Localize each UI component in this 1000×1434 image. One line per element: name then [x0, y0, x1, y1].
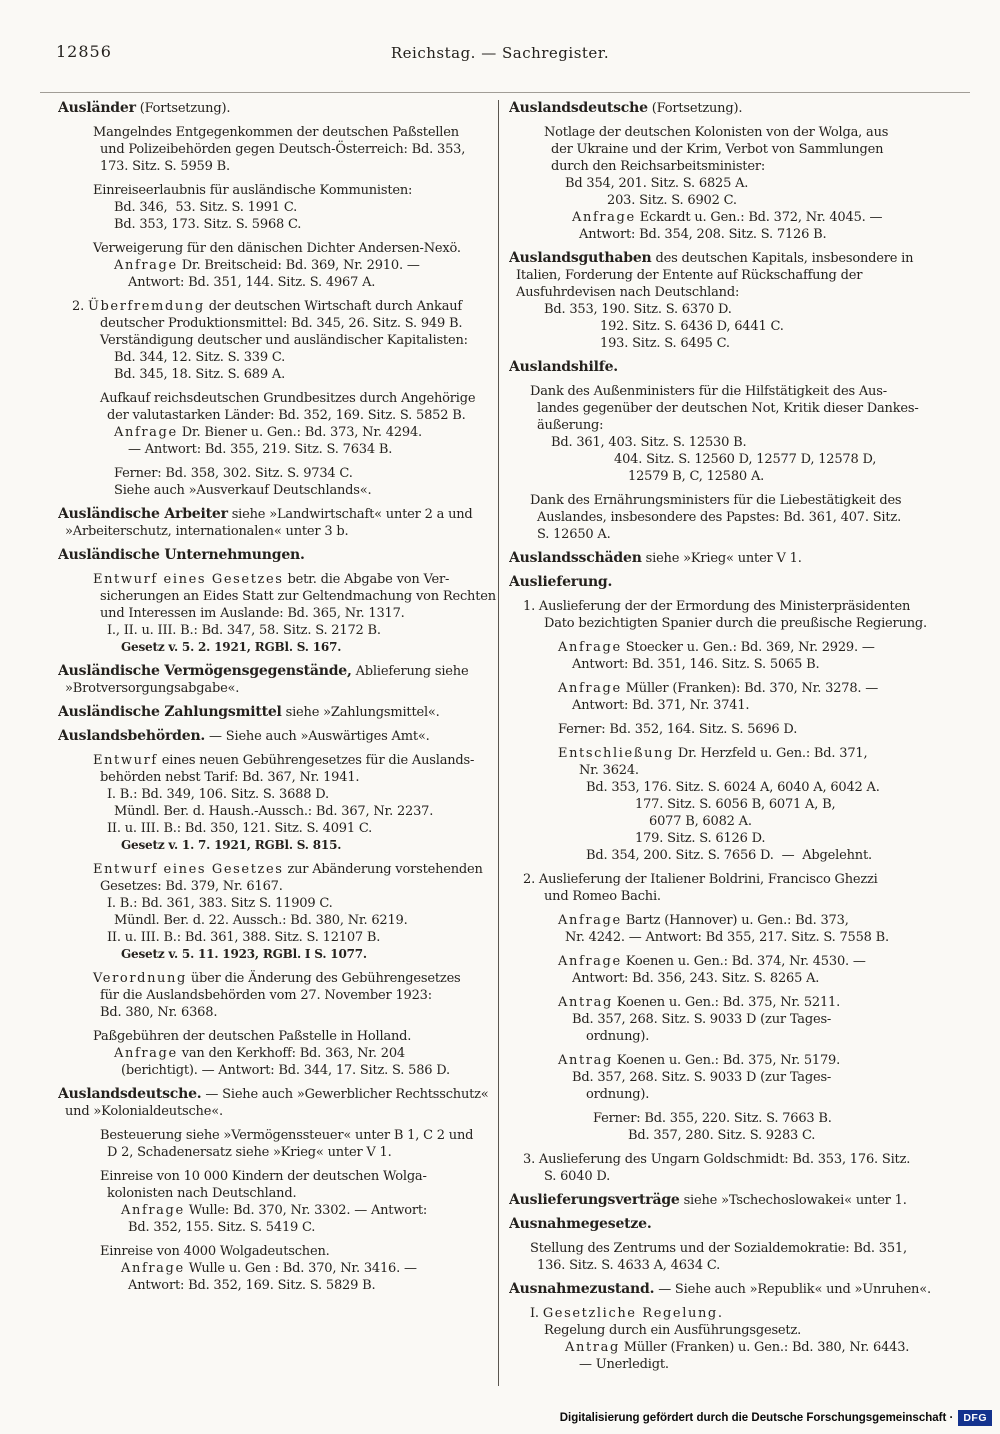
page-header [0, 0, 1000, 90]
header-rule [40, 92, 970, 93]
index-line: und »Kolonialdeutsche«. [65, 1104, 223, 1119]
index-line: Auslandsschäden siehe »Krieg« unter V 1. [509, 550, 802, 566]
index-line: Auslandsdeutsche. — Siehe auch »Gewerblicher Rechtsschutz« [58, 1086, 489, 1102]
index-line: Einreise von 4000 Wolgadeutschen. [100, 1244, 330, 1259]
index-line: I., II. u. III. B.: Bd. 347, 58. Sitz. S. 2172 B. [107, 623, 381, 638]
index-line: Bd. 357, 280. Sitz. S. 9283 C. [628, 1128, 816, 1143]
index-line: Bd. 357, 268. Sitz. S. 9033 D (zur Tages- [572, 1012, 832, 1027]
index-entry [509, 250, 967, 352]
index-line: Verständigung deutscher und ausländischer Kapitalisten: [100, 333, 468, 348]
index-line [58, 547, 496, 564]
spaced-word: Anfrage [558, 681, 622, 696]
index-line: Auslandsdeutsche (Fortsetzung). [509, 100, 743, 116]
index-line: 2. Überfremdung der deutschen Wirtschaft durch Ankauf [72, 299, 463, 314]
index-entry [509, 953, 967, 987]
index-entry [509, 550, 967, 567]
index-entry [509, 1305, 967, 1373]
index-line: durch den Reichsarbeitsminister: [551, 159, 766, 174]
index-entry [509, 359, 967, 376]
index-line: 192. Sitz. S. 6436 D, 6441 C. [600, 319, 784, 334]
spaced-word: Anfrage [558, 913, 622, 928]
index-line: Gesetz v. 5. 2. 1921, RGBl. S. 167. [121, 640, 342, 654]
index-line: Bd. 344, 12. Sitz. S. 339 C. [114, 350, 286, 365]
spaced-word: Entschließung [558, 746, 674, 761]
index-line: 179. Sitz. S. 6126 D. [635, 831, 766, 846]
index-line: 2. Auslieferung der Italiener Boldrini, Francisco Ghezzi [523, 872, 878, 887]
index-line: 404. Sitz. S. 12560 D, 12577 D, 12578 D, [614, 452, 877, 467]
index-line: Bd. 357, 268. Sitz. S. 9033 D (zur Tages- [572, 1070, 832, 1085]
footer-text: Digitalisierung gefördert durch die Deutsche Forschungsgemeinschaft · [559, 1412, 954, 1424]
index-line: Stellung des Zentrums und der Sozialdemokratie: Bd. 351, [530, 1241, 907, 1256]
index-line: und Romeo Bachi. [544, 889, 661, 904]
footer [560, 1410, 992, 1426]
index-line: Anfrage Dr. Biener u. Gen.: Bd. 373, Nr. 4294. [114, 425, 422, 440]
index-term: Ausländische Arbeiter [58, 506, 228, 522]
index-line: Entschließung Dr. Herzfeld u. Gen.: Bd. 371, [558, 746, 868, 761]
index-line: Entwurf eines neuen Gebührengesetzes für die Auslands- [93, 753, 475, 768]
index-line: Anfrage van den Kerkhoff: Bd. 363, Nr. 204 [114, 1046, 405, 1061]
index-term: Auslandshilfe. [509, 359, 618, 375]
index-line: für die Auslandsbehörden vom 27. November 1923: [100, 988, 432, 1003]
index-term: Auslandsbehörden. [58, 728, 206, 744]
index-line: Anfrage Koenen u. Gen.: Bd. 374, Nr. 4530. — [558, 954, 866, 969]
index-line: Mangelndes Entgegenkommen der deutschen Paßstellen [93, 125, 459, 140]
index-line: Gesetz v. 1. 7. 1921, RGBl. S. 815. [121, 838, 342, 852]
index-line: Entwurf eines Gesetzes zur Abänderung vorstehenden [93, 862, 483, 877]
index-line: Antrag Koenen u. Gen.: Bd. 375, Nr. 5211. [558, 995, 841, 1010]
index-line: ordnung). [586, 1029, 650, 1044]
index-term: Ausländische Zahlungsmittel [58, 704, 282, 720]
index-line: Notlage der deutschen Kolonisten von der Wolga, aus [544, 125, 889, 140]
spaced-word: Anfrage [121, 1203, 185, 1218]
index-entry [58, 704, 496, 721]
index-line: Mündl. Ber. d. Haush.-Aussch.: Bd. 367, Nr. 2237. [114, 804, 434, 819]
index-line: II. u. III. B.: Bd. 350, 121. Sitz. S. 4091 C. [107, 821, 373, 836]
index-line: Regelung durch ein Ausführungsgesetz. [544, 1323, 802, 1338]
index-line: Antrag Müller (Franken) u. Gen.: Bd. 380, Nr. 6443. [565, 1340, 910, 1355]
index-line: Ausfuhrdevisen nach Deutschland: [516, 285, 740, 300]
index-line: Entwurf eines Gesetzes betr. die Abgabe von Ver- [93, 572, 450, 587]
index-line: Antwort: Bd. 351, 146. Sitz. S. 5065 B. [572, 657, 820, 672]
index-line: Verweigerung für den dänischen Dichter Andersen-Nexö. [93, 241, 461, 256]
index-entry [509, 871, 967, 905]
index-line: Bd. 353, 173. Sitz. S. 5968 C. [114, 217, 302, 232]
index-entry [509, 680, 967, 714]
index-line: 203. Sitz. S. 6902 C. [607, 193, 737, 208]
index-line: S. 6040 D. [544, 1169, 611, 1184]
index-term: Ausländische Unternehmungen. [58, 547, 305, 563]
index-entry [509, 598, 967, 632]
index-line: Antwort: Bd. 352, 169. Sitz. S. 5829 B. [128, 1278, 376, 1293]
index-line: 173. Sitz. S. 5959 B. [100, 159, 230, 174]
index-entry [58, 571, 496, 656]
index-line: Paßgebühren der deutschen Paßstelle in Holland. [93, 1029, 412, 1044]
index-line: Ausländische Vermögensgegenstände, Ablieferung siehe [58, 663, 469, 679]
index-term: Auslieferung. [509, 574, 613, 590]
column-left [58, 100, 496, 1386]
index-line: — Unerledigt. [579, 1357, 669, 1372]
index-entry [58, 465, 496, 499]
index-line: S. 12650 A. [537, 527, 611, 542]
index-entry [509, 124, 967, 243]
index-entry [58, 1127, 496, 1161]
index-line: Ferner: Bd. 358, 302. Sitz. S. 9734 C. [114, 466, 353, 481]
index-line: Anfrage Wulle: Bd. 370, Nr. 3302. — Antwort: [121, 1203, 428, 1218]
index-line: Bd. 352, 155. Sitz. S. 5419 C. [128, 1220, 316, 1235]
index-entry [58, 861, 496, 963]
index-line: 193. Sitz. S. 6495 C. [600, 336, 730, 351]
index-entry [58, 728, 496, 745]
index-term: Ausnahmegesetze. [509, 1216, 652, 1232]
index-line: I. B.: Bd. 361, 383. Sitz S. 11909 C. [107, 896, 333, 911]
spaced-word: Anfrage [114, 425, 178, 440]
index-line [509, 1216, 967, 1233]
index-entry [58, 970, 496, 1021]
index-line: »Brotversorgungsabgabe«. [65, 681, 240, 696]
index-line: Nr. 4242. — Antwort: Bd 355, 217. Sitz. S. 7558 B. [565, 930, 889, 945]
index-line [509, 574, 967, 591]
index-entry [509, 912, 967, 946]
spaced-word: Entwurf [93, 753, 158, 768]
index-line: Mündl. Ber. d. 22. Aussch.: Bd. 380, Nr. 6219. [114, 913, 408, 928]
index-line: »Arbeiterschutz, internationalen« unter 3 b. [65, 524, 349, 539]
index-line: Einreise von 10 000 Kindern der deutschen Wolga- [100, 1169, 427, 1184]
index-line: Ausländische Zahlungsmittel siehe »Zahlungsmittel«. [58, 704, 440, 720]
index-entry [58, 1243, 496, 1294]
index-line: behörden nebst Tarif: Bd. 367, Nr. 1941. [100, 770, 360, 785]
index-line: D 2, Schadenersatz siehe »Krieg« unter V 1. [107, 1145, 392, 1160]
index-line: 1. Auslieferung der der Ermordung des Ministerpräsidenten [523, 599, 911, 614]
index-line: Auslandsbehörden. — Siehe auch »Auswärtiges Amt«. [58, 728, 430, 744]
index-term: Auslandsdeutsche. [58, 1086, 202, 1102]
index-line: Ausländer (Fortsetzung). [58, 100, 231, 116]
index-line: Verordnung über die Änderung des Gebührengesetzes [93, 971, 461, 986]
index-line: Anfrage Müller (Franken): Bd. 370, Nr. 3278. — [558, 681, 879, 696]
spaced-word: Anfrage [121, 1261, 185, 1276]
index-line: II. u. III. B.: Bd. 361, 388. Sitz. S. 12107 B. [107, 930, 381, 945]
index-entry [509, 639, 967, 673]
index-line: Einreiseerlaubnis für ausländische Kommunisten: [93, 183, 413, 198]
index-entry [509, 574, 967, 591]
index-line: Bd. 380, Nr. 6368. [100, 1005, 218, 1020]
index-line: Antwort: Bd. 351, 144. Sitz. S. 4967 A. [128, 275, 376, 290]
spaced-word: Entwurf eines Gesetzes [93, 572, 284, 587]
page-number: 12856 [56, 42, 112, 61]
index-entry [58, 1168, 496, 1236]
index-entry [58, 240, 496, 291]
index-line: Bd 354, 201. Sitz. S. 6825 A. [565, 176, 749, 191]
index-line: Italien, Forderung der Entente auf Rückschaffung der [516, 268, 863, 283]
dfg-logo: DFG [958, 1410, 992, 1426]
index-line: 136. Sitz. S. 4633 A, 4634 C. [537, 1258, 721, 1273]
index-line: 6077 B, 6082 A. [649, 814, 752, 829]
index-entry [509, 100, 967, 117]
spaced-word: Entwurf eines Gesetzes [93, 862, 284, 877]
index-line: und Polizeibehörden gegen Deutsch-Österreich: Bd. 353, [100, 142, 466, 157]
spaced-word: Antrag [558, 1053, 613, 1068]
spaced-word: Anfrage [114, 258, 178, 273]
index-term: Ausnahmezustand. [509, 1281, 655, 1297]
index-entry [509, 1110, 967, 1144]
index-line: Anfrage Eckardt u. Gen.: Bd. 372, Nr. 4045. — [572, 210, 883, 225]
index-entry [58, 663, 496, 697]
index-line: Anfrage Wulle u. Gen : Bd. 370, Nr. 3416. — [121, 1261, 417, 1276]
index-term: Auslandsguthaben [509, 250, 652, 266]
index-line: Antwort: Bd. 354, 208. Sitz. S. 7126 B. [579, 227, 827, 242]
index-line: Gesetz v. 5. 11. 1923, RGBl. I S. 1077. [121, 947, 367, 961]
index-line: Antrag Koenen u. Gen.: Bd. 375, Nr. 5179. [558, 1053, 841, 1068]
index-term: Auslandsschäden [509, 550, 642, 566]
index-line: der Ukraine und der Krim, Verbot von Sammlungen [551, 142, 884, 157]
spaced-word: Anfrage [558, 640, 622, 655]
spaced-word: Antrag [565, 1340, 620, 1355]
index-line: Besteuerung siehe »Vermögenssteuer« unter B 1, C 2 und [100, 1128, 474, 1143]
index-line: Gesetzes: Bd. 379, Nr. 6167. [100, 879, 283, 894]
index-line: Aufkauf reichsdeutschen Grundbesitzes durch Angehörige [100, 391, 476, 406]
index-line: 12579 B, C, 12580 A. [628, 469, 765, 484]
index-entry [58, 298, 496, 383]
column-divider [498, 100, 499, 1386]
spaced-word: Überfremdung [87, 299, 205, 314]
index-line: und Interessen im Auslande: Bd. 365, Nr. 1317. [100, 606, 405, 621]
spaced-word: Antrag [558, 995, 613, 1010]
index-line: Ausnahmezustand. — Siehe auch »Republik« und »Unruhen«. [509, 1281, 931, 1297]
index-line: Dato bezichtigten Spanier durch die preußische Regierung. [544, 616, 927, 631]
index-line: — Antwort: Bd. 355, 219. Sitz. S. 7634 B. [128, 442, 393, 457]
index-entry [58, 547, 496, 564]
index-entry [58, 506, 496, 540]
index-term: Ausländer [58, 100, 136, 116]
index-line: Bd. 361, 403. Sitz. S. 12530 B. [551, 435, 747, 450]
index-line: Anfrage Dr. Breitscheid: Bd. 369, Nr. 2910. — [114, 258, 420, 273]
spaced-word: Gesetzliche Regelung [542, 1306, 718, 1321]
index-line: 177. Sitz. S. 6056 B, 6071 A, B, [635, 797, 836, 812]
index-line: Bd. 345, 18. Sitz. S. 689 A. [114, 367, 285, 382]
index-line: Antwort: Bd. 356, 243. Sitz. S. 8265 A. [572, 971, 820, 986]
index-line: der valutastarken Länder: Bd. 352, 169. Sitz. S. 5852 B. [107, 408, 466, 423]
index-line [509, 359, 967, 376]
column-right [509, 100, 967, 1386]
index-line: äußerung: [537, 418, 604, 433]
index-line: Ferner: Bd. 352, 164. Sitz. S. 5696 D. [558, 722, 798, 737]
index-line: Antwort: Bd. 371, Nr. 3741. [572, 698, 750, 713]
index-line: Anfrage Bartz (Hannover) u. Gen.: Bd. 373, [558, 913, 849, 928]
index-line: Bd. 353, 190. Sitz. S. 6370 D. [544, 302, 732, 317]
spaced-word: Anfrage [558, 954, 622, 969]
index-entry [509, 1151, 967, 1185]
index-entry [509, 745, 967, 864]
index-line: I. Gesetzliche Regelung. [530, 1306, 722, 1321]
index-entry [509, 492, 967, 543]
index-entry [58, 1028, 496, 1079]
spaced-word: Anfrage [572, 210, 636, 225]
index-entry [58, 752, 496, 854]
page-title: Reichstag. — Sachregister. [390, 44, 610, 62]
index-entry [509, 1052, 967, 1103]
index-line: Ausländische Arbeiter siehe »Landwirtschaft« unter 2 a und [58, 506, 473, 522]
index-entry [58, 124, 496, 175]
index-line: I. B.: Bd. 349, 106. Sitz. S. 3688 D. [107, 787, 329, 802]
index-entry [58, 1086, 496, 1120]
index-line: Anfrage Stoecker u. Gen.: Bd. 369, Nr. 2929. — [558, 640, 875, 655]
spaced-word: Verordnung [93, 971, 187, 986]
index-entry [509, 721, 967, 738]
index-line: Bd. 346, 53. Sitz. S. 1991 C. [114, 200, 298, 215]
index-line: Dank des Ernährungsministers für die Liebestätigkeit des [530, 493, 902, 508]
index-line: Bd. 354, 200. Sitz. S. 7656 D. — Abgelehnt. [586, 848, 872, 863]
index-line: Siehe auch »Ausverkauf Deutschlands«. [114, 483, 372, 498]
index-line: Auslieferungsverträge siehe »Tschechoslowakei« unter 1. [509, 1192, 907, 1208]
index-entry [509, 1192, 967, 1209]
index-line: 3. Auslieferung des Ungarn Goldschmidt: Bd. 353, 176. Sitz. [523, 1152, 911, 1167]
index-term: Ausländische Vermögensgegenstände, [58, 663, 352, 679]
index-entry [58, 182, 496, 233]
index-entry [509, 1281, 967, 1298]
index-line: (berichtigt). — Antwort: Bd. 344, 17. Sitz. S. 586 D. [121, 1063, 450, 1078]
index-line: landes gegenüber der deutschen Not, Kritik dieser Dankes- [537, 401, 919, 416]
index-line: Nr. 3624. [579, 763, 639, 778]
index-entry [509, 1240, 967, 1274]
index-term: Auslieferungsverträge [509, 1192, 680, 1208]
index-line: Dank des Außenministers für die Hilfstätigkeit des Aus- [530, 384, 887, 399]
index-entry [58, 390, 496, 458]
index-line: sicherungen an Eides Statt zur Geltendmachung von Rechten [100, 589, 496, 604]
index-line: kolonisten nach Deutschland. [107, 1186, 297, 1201]
spaced-word: Anfrage [114, 1046, 178, 1061]
index-line: Auslandes, insbesondere des Papstes: Bd. 361, 407. Sitz. [537, 510, 901, 525]
index-line: Auslandsguthaben des deutschen Kapitals, insbesondere in [509, 250, 914, 266]
index-entry [509, 383, 967, 485]
register-content [0, 100, 1000, 1386]
index-entry [509, 994, 967, 1045]
index-entry [509, 1216, 967, 1233]
index-term: Auslandsdeutsche [509, 100, 648, 116]
index-line: ordnung). [586, 1087, 650, 1102]
index-entry [58, 100, 496, 117]
index-line: deutscher Produktionsmittel: Bd. 345, 26. Sitz. S. 949 B. [100, 316, 463, 331]
index-line: Ferner: Bd. 355, 220. Sitz. S. 7663 B. [593, 1111, 832, 1126]
index-line: Bd. 353, 176. Sitz. S. 6024 A, 6040 A, 6042 A. [586, 780, 880, 795]
